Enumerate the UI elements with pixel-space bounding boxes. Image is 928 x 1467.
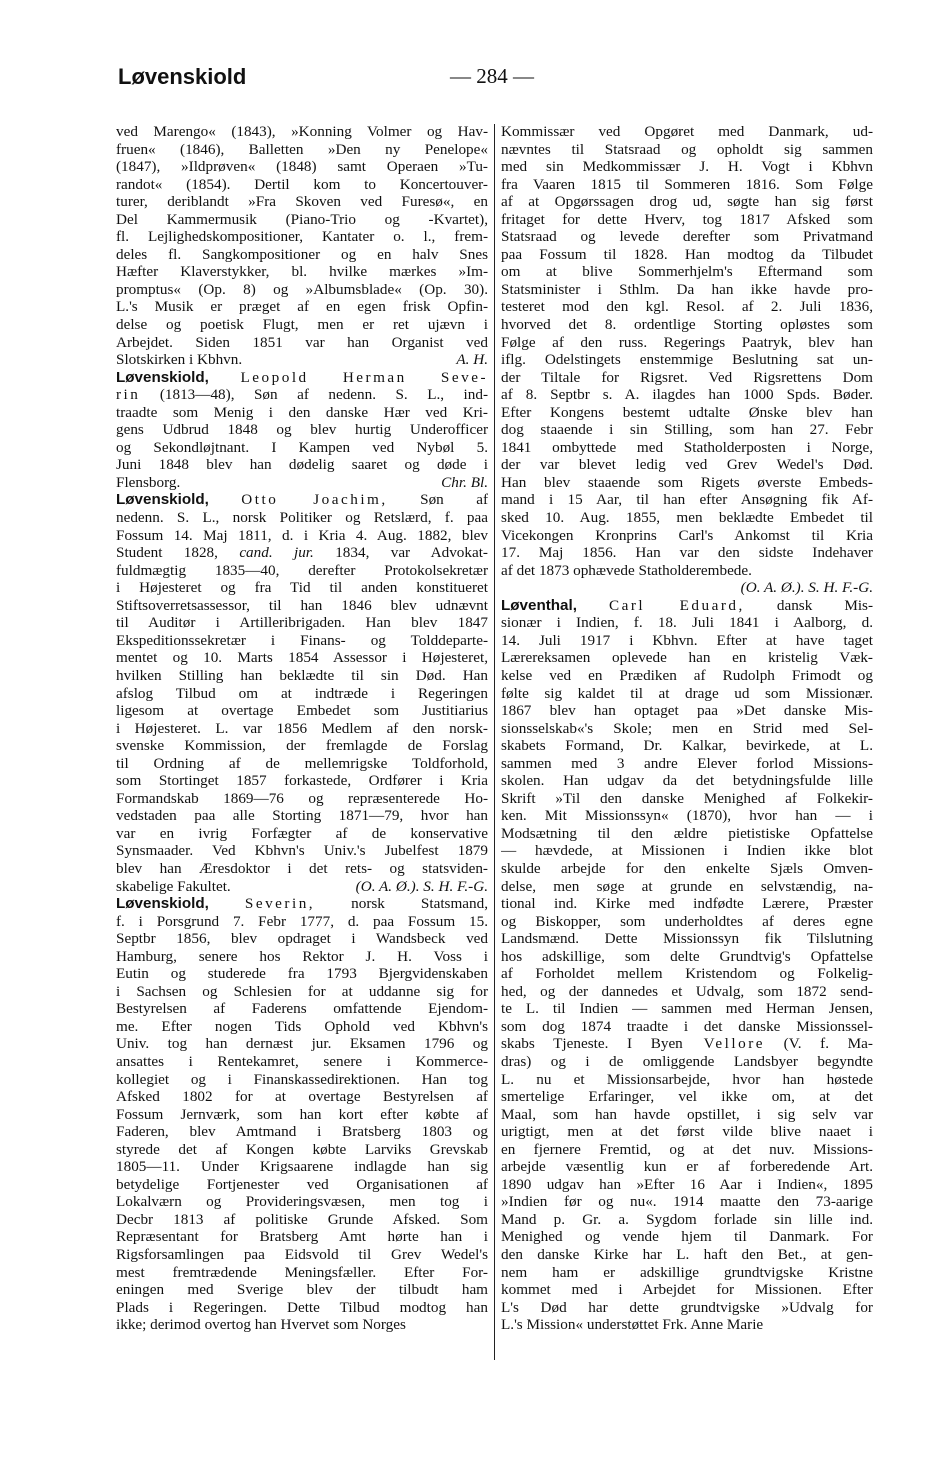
text-line: [116, 614, 488, 632]
text-run: Søn af: [387, 491, 488, 509]
text-run: Landsmænd. Dette Missionssyn fik Tilslutning: [501, 930, 873, 948]
text-run: skolen. Han udgav da det betydningsfulde lille: [501, 772, 873, 790]
text-run: Ekspeditionssekretær i Finans- og Tolddeparte-: [116, 631, 488, 649]
entry-headword: Løvenskiold,: [116, 895, 209, 913]
text-run: hvilken Stilling han beklædte til sin Død. Han: [116, 666, 488, 684]
text-line: [501, 1123, 873, 1141]
text-run: skabets Formand, Dr. Kalkar, bevirkede, at L.: [501, 737, 873, 755]
text-line: [116, 983, 488, 1001]
text-line: [501, 1299, 873, 1317]
text-run: 1834, var Advokat-: [313, 544, 488, 562]
text-line: [116, 1141, 488, 1159]
text-line: [501, 334, 873, 352]
text-run: delse og poetisk Flugt, men er ret ujævn i: [116, 316, 488, 334]
text-run: Formandskab 1869—76 og repræsenterede Ho-: [116, 789, 488, 807]
text-line: [501, 369, 873, 387]
text-run: der Tiltale for Rigsret. Ved Rigsrettens Dom: [501, 368, 873, 386]
text-run: dog staaende i sin Stilling, som han 27. Febr: [501, 421, 873, 439]
text-line: [116, 1123, 488, 1141]
text-line: [501, 737, 873, 755]
text-line: [501, 228, 873, 246]
text-line: [116, 491, 488, 509]
text-line: [501, 404, 873, 422]
text-run: (V. f. Ma-: [765, 1035, 873, 1053]
column-divider: [494, 124, 495, 1360]
text-line: [116, 298, 488, 316]
text-run: til Ordning af de mellemrigske Toldforhold,: [116, 754, 488, 772]
text-line: [501, 825, 873, 843]
text-run: Student 1828,: [116, 544, 218, 562]
text-line: [116, 334, 488, 352]
text-line: [501, 1141, 873, 1159]
text-line: [116, 1035, 488, 1053]
text-run: testeret mod den kgl. Resol. af 2. Juli 1836,: [501, 298, 873, 316]
text-run: Bestyrelsen af Faderens omfattende Ejendom-: [116, 1000, 488, 1018]
text-run: L.'s Mission« understøttet Frk. Anne Marie: [501, 1316, 764, 1334]
text-line: [116, 228, 488, 246]
text-run: ken. Mit Missionssyn« (1870), hvor han — i: [501, 807, 873, 825]
text-run: mand i 15 Aar, til han efter Ansøgning fik Af-: [501, 491, 873, 509]
text-line: [116, 1228, 488, 1246]
text-run: kelse ved en Prædiken af Rudolph Frimodt og: [501, 666, 873, 684]
text-run: mest fremtrædende Meningsfæller. Efter For-: [116, 1263, 488, 1281]
text-run: Følge af den russ. Regerings Paatryk, blev han: [501, 333, 873, 351]
text-line: [501, 123, 873, 141]
text-run: sked 10. Aug. 1855, men beklædte Embedet til: [501, 509, 873, 527]
text-line: [116, 158, 488, 176]
text-run: Vicekongen Kronprins Carl's Ankomst til Kria: [501, 526, 873, 544]
text-line: [116, 369, 488, 387]
right-column: [501, 123, 873, 1334]
text-line: [116, 176, 488, 194]
text-line: [501, 1281, 873, 1299]
text-line: [116, 737, 488, 755]
text-line: [116, 263, 488, 281]
text-run: Del Kammermusik (Piano-Trio og -Kvartet),: [116, 210, 488, 228]
text-line: [116, 772, 488, 790]
text-run: ikke; derimod overtog han Hvervet som Norges: [116, 1316, 406, 1334]
text-line: [501, 193, 873, 211]
text-run: Efter Kongens bestemt udtalte Ønske blev han: [501, 403, 873, 421]
text-line: [116, 246, 488, 264]
text-run: blev han Æresdoktor i det rets- og statsviden-: [116, 859, 488, 877]
text-run: Stiftsoverretsassessor, til han 1846 blev udnævnt: [116, 596, 488, 614]
text-run: i Højesteret og fra Tid til anden konstitueret: [116, 579, 488, 597]
text-line: [116, 632, 488, 650]
text-run: L's Død har dette grundtvigske »Udvalg for: [501, 1298, 873, 1316]
text-run: betydelige Fortjenester ved Organisationen af: [116, 1175, 488, 1193]
text-line: [116, 878, 488, 896]
text-run: me. Efter nogen Tids Ophold ved Kbhvn's: [116, 1017, 488, 1035]
text-line: [501, 667, 873, 685]
text-run: kollegiet og i Finanskassedirektionen. Han tog: [116, 1070, 488, 1088]
text-line: [501, 1088, 873, 1106]
spaced-name: rin: [116, 386, 141, 404]
text-line: [501, 1000, 873, 1018]
text-line: [116, 1316, 488, 1334]
text-line: [501, 685, 873, 703]
text-line: [116, 842, 488, 860]
page-number: — 284 —: [450, 64, 534, 88]
text-line: [501, 246, 873, 264]
text-run: fuldmægtig 1835—40, derefter Protokolsekretær: [116, 561, 488, 579]
text-line: [501, 1211, 873, 1229]
text-line: [501, 614, 873, 632]
text-line: [501, 790, 873, 808]
text-line: [116, 1071, 488, 1089]
text-run: 14. Juli 1917 i Kbhvn. Efter at have taget: [501, 631, 873, 649]
text-line: [116, 281, 488, 299]
text-run: fra Vaaren 1815 til Sommeren 1816. Som Følge: [501, 175, 873, 193]
text-run: smertelige Erfaringer, vel ikke om, at det: [501, 1088, 873, 1106]
text-run: af Forholdet mellem Kristendom og Folkelig-: [501, 965, 873, 983]
text-run: sammen med 3 andre Elever forlod Missions-: [501, 754, 873, 772]
text-line: [116, 316, 488, 334]
text-run: skabelige Fakultet.: [116, 877, 231, 895]
text-line: [501, 176, 873, 194]
text-line: [116, 913, 488, 931]
text-line: [116, 351, 488, 369]
text-line: [501, 755, 873, 773]
text-run: paa Fossum til 1828. Han modtog da Tilbudet: [501, 245, 873, 263]
text-run: hos adskillige, som delte Grundtvig's Opfattelse: [501, 947, 873, 965]
spaced-name: Otto Joachim,: [241, 491, 388, 509]
text-line: [116, 825, 488, 843]
text-run: Statsraad og levede derefter som Privatmand: [501, 228, 873, 246]
text-line: [116, 1000, 488, 1018]
text-line: [501, 597, 873, 615]
text-line: [116, 527, 488, 545]
text-line: [116, 1299, 488, 1317]
entry-headword: Løventhal,: [501, 596, 577, 614]
text-line: [501, 141, 873, 159]
text-run: Septbr 1856, blev opdraget i Wandsbeck ved: [116, 930, 488, 948]
text-run: den danske Kirke har L. haft den Bet., at gen-: [501, 1246, 873, 1263]
text-line: [116, 421, 488, 439]
entry-headword: Løvenskiold,: [116, 491, 209, 509]
text-run: og Biskopper, som underholdtes af deres egne: [501, 912, 873, 930]
text-run: nedenn. S. L., norsk Politiker og Retslærd, f. paa: [116, 509, 488, 527]
text-line: [501, 562, 873, 580]
text-line: [116, 1053, 488, 1071]
text-line: [501, 491, 873, 509]
text-line: [501, 298, 873, 316]
text-run: fl. Lejlighedskompositioner, Kantater o. l., frem-: [116, 228, 488, 246]
text-line: [501, 632, 873, 650]
text-run: Fossum Jernværk, som han kort efter købte af: [116, 1105, 488, 1123]
text-run: om at blive Sommerhjelm's Eftermand som: [501, 263, 873, 281]
author-signature: (O. A. Ø.). S. H. F.-G.: [740, 579, 873, 597]
text-line: [501, 211, 873, 229]
author-signature: A. H.: [456, 351, 488, 369]
text-line: [501, 702, 873, 720]
text-line: [501, 930, 873, 948]
text-run: ansattes i Rentekamret, senere i Kommerce-: [116, 1052, 488, 1070]
text-run: sionær i Indien, f. 18. Juli 1841 i Aalborg, d.: [501, 614, 873, 632]
text-run: Faderen, blev Amtmand i Bratsberg 1803 og: [116, 1123, 488, 1141]
entry-headword: Løvenskiold,: [116, 368, 209, 386]
text-run: te L. til Indien — sammen med Herman Jensen,: [501, 1000, 873, 1018]
text-run: Modsætning til den ældre pietistiske Opfattelse: [501, 824, 873, 842]
text-run: vedstaden paa alle Storting 1871—79, hvor han: [116, 807, 488, 825]
text-run: fruen« (1846), Balletten »Den ny Penelope«: [116, 140, 488, 158]
text-line: [501, 579, 873, 597]
text-line: [501, 860, 873, 878]
text-run: mentet og 10. Marts 1854 Assessor i Højesteret,: [116, 649, 488, 667]
text-line: [116, 1106, 488, 1124]
text-run: hed, og der dannedes et Udvalg, som 1872 send-: [501, 982, 873, 1000]
running-title: Løvenskiold: [118, 64, 247, 89]
text-run: dras) og i de omliggende Landsbyer begyndte: [501, 1052, 873, 1070]
text-run: var en ivrig Forfægter af de konservative: [116, 824, 488, 842]
text-run: gens Udbrud 1848 og blev hurtig Underofficer: [116, 421, 488, 439]
spaced-name: Carl Eduard,: [608, 596, 745, 614]
text-line: [501, 158, 873, 176]
text-line: [501, 527, 873, 545]
text-run: 1867 blev han optaget paa »Det danske Mis-: [501, 702, 873, 720]
text-run: traadte som Menig i den danske Hær ved Kri-: [116, 403, 488, 421]
text-run: Han blev staaende som Rigets øverste Embeds-: [501, 473, 873, 491]
text-run: til Auditør i Artilleribrigaden. Han blev 1847: [116, 614, 488, 632]
text-line: [116, 702, 488, 720]
text-line: [501, 281, 873, 299]
text-run: L.'s Musik er præget af en egen frisk Opfin-: [116, 298, 488, 316]
text-run: skulde arbejde for den enkelte Sjæls Omven-: [501, 859, 873, 877]
text-line: [116, 439, 488, 457]
text-run: eningen med Sverige blev der tilbudt ham: [116, 1281, 488, 1299]
text-line: [501, 720, 873, 738]
text-line: [116, 790, 488, 808]
text-run: ligesom at overtage Embedet som Justitiarius: [116, 702, 488, 720]
text-line: [501, 544, 873, 562]
text-run: — hævdede, at Missionen i Indien ikke blot: [501, 842, 873, 860]
text-run: af at Opgørssagen drog ud, søgte han sig først: [501, 193, 873, 211]
text-line: [116, 211, 488, 229]
text-run: nævntes til Statsraad og opholdt sig sammen: [501, 140, 873, 158]
text-line: [501, 965, 873, 983]
text-run: promptus« (Op. 8) og »Albumsblade« (Op. 30).: [116, 280, 488, 298]
text-line: [116, 1158, 488, 1176]
spaced-name: Leopold Herman Seve-: [240, 368, 488, 386]
text-line: [116, 562, 488, 580]
text-run: Hæfter Klaverstykker, bl. hvilke mærkes »Im-: [116, 263, 488, 281]
text-run: Kommissær ved Opgøret med Danmark, ud-: [501, 123, 873, 140]
text-line: [116, 1018, 488, 1036]
text-line: [116, 544, 488, 562]
text-line: [116, 649, 488, 667]
text-line: [116, 720, 488, 738]
text-run: Maal, som han havde opstillet, i sig selv var: [501, 1105, 873, 1123]
spaced-name: Vellore: [682, 1035, 766, 1053]
text-line: [116, 895, 488, 913]
text-run: Juni 1848 blev han dødelig saaret og døde i: [116, 456, 488, 474]
text-run: med sin Medkommissær J. H. Vogt i Kbhvn: [501, 158, 873, 176]
text-run: Decbr 1813 af politiske Grunde Afsked. Som: [116, 1210, 488, 1228]
text-run: nem ham er adskillige grundtvigske Kristne: [501, 1263, 873, 1281]
text-run: 1805—11. Under Krigsaarene indlagde han sig: [116, 1158, 488, 1176]
text-run: (1847), »Ildprøven« (1848) samt Operaen »Tu-: [116, 158, 488, 176]
text-run: urigtigt, men at det først vilde blive naaet i: [501, 1123, 873, 1141]
text-run: L. nu et Missionsarbejde, hvor han høstede: [501, 1070, 873, 1088]
text-line: [116, 948, 488, 966]
text-run: turer, deriblandt »Fra Skoven ved Furesø«, en: [116, 193, 488, 211]
text-run: hvorved det 8. ordentlige Storting opløstes som: [501, 316, 873, 334]
text-run: Lokalværn og Provideringsvæsen, men tog i: [116, 1193, 488, 1211]
text-line: [116, 509, 488, 527]
text-line: [501, 1053, 873, 1071]
text-line: [116, 123, 488, 141]
text-run: fritaget for dette Hverv, tog 1817 Afsked som: [501, 210, 873, 228]
text-run: Statsminister i Sthlm. Da han ikke havde pro-: [501, 280, 873, 298]
text-line: [501, 913, 873, 931]
text-line: [116, 1176, 488, 1194]
text-line: [501, 878, 873, 896]
left-column: [116, 123, 488, 1334]
text-run: Slotskirken i Kbhvn.: [116, 351, 243, 369]
text-line: [116, 1281, 488, 1299]
text-line: [501, 842, 873, 860]
author-signature: (O. A. Ø.). S. H. F.-G.: [355, 877, 488, 895]
text-run: Plads i Regeringen. Dette Tilbud modtog han: [116, 1298, 488, 1316]
text-run: en fjernere Fremtid, og at det nuv. Missions-: [501, 1140, 873, 1158]
text-line: [501, 1316, 873, 1334]
text-line: [501, 439, 873, 457]
text-line: [501, 421, 873, 439]
text-run: f. i Porsgrund 7. Febr 1777, d. paa Fossum 15.: [116, 912, 488, 930]
text-run: Arbejdet. Siden 1851 var han Organist ved: [116, 333, 488, 351]
text-line: [501, 807, 873, 825]
text-run: som Stortinget 1857 forkastede, Ordfører i Kria: [116, 772, 488, 790]
text-run: Skrift »Til den danske Menighed af Folkekir-: [501, 789, 873, 807]
text-run: delse, men søge at grunde en selvstændig, na-: [501, 877, 873, 895]
text-run: Flensborg.: [116, 473, 181, 491]
text-run: Eutin og studerede fra 1793 Bjergvidenskaben: [116, 965, 488, 983]
text-line: [116, 597, 488, 615]
text-line: [501, 1228, 873, 1246]
text-line: [501, 474, 873, 492]
text-run: der var blevet ledig ved Grev Wedel's Død.: [501, 456, 873, 474]
text-run: iflg. Odelstingets enstemmige Beslutning sat un-: [501, 351, 873, 369]
text-line: [116, 579, 488, 597]
text-line: [501, 1106, 873, 1124]
text-run: kommet med i Arbejdet for Missionen. Efter: [501, 1281, 873, 1299]
text-line: [116, 755, 488, 773]
text-run: ved Marengo« (1843), »Konning Volmer og Hav-: [116, 123, 488, 140]
text-line: [501, 1246, 873, 1264]
text-line: [501, 316, 873, 334]
text-run: af det 1873 ophævede Statholderembede.: [501, 561, 752, 579]
text-line: [116, 1264, 488, 1282]
text-run: Rigsforsamlingen paa Eidsvold til Grev Wedel's: [116, 1246, 488, 1263]
text-run: 1841 ombyttede med Statholderposten i Norge,: [501, 438, 873, 456]
text-line: [501, 1264, 873, 1282]
text-run: af 8. Septbr s. A. ilagdes han 1000 Spds. Bøder.: [501, 386, 873, 404]
page-header: [0, 0, 928, 110]
text-line: [116, 141, 488, 159]
text-line: [501, 772, 873, 790]
text-line: [116, 860, 488, 878]
text-run: som dog 1874 traadte i det danske Missionssel-: [501, 1017, 873, 1035]
text-line: [501, 1158, 873, 1176]
text-line: [501, 895, 873, 913]
text-line: [501, 351, 873, 369]
text-run: (1813—48), Søn af nedenn. S. L., ind-: [140, 386, 488, 404]
text-run: Repræsentant for Bratsberg Amt hørte han i: [116, 1228, 488, 1246]
text-run: deles fl. Sangkompositioner og en halv Snes: [116, 245, 488, 263]
text-line: [116, 193, 488, 211]
text-line: [116, 685, 488, 703]
text-run: 17. Maj 1856. Han var den sidste Indehaver: [501, 544, 873, 562]
text-line: [501, 649, 873, 667]
text-line: [116, 807, 488, 825]
text-line: [116, 1211, 488, 1229]
text-line: [116, 667, 488, 685]
text-run: Lærereksamen oplevede han en kristelig Væk-: [501, 649, 873, 667]
text-run: Menighed og vende hjem til Danmark. For: [501, 1228, 873, 1246]
text-line: [116, 930, 488, 948]
text-line: [501, 1071, 873, 1089]
text-run: 1890 udgav han »Efter 16 Aar i Indien«, 1895: [501, 1175, 873, 1193]
text-line: [116, 965, 488, 983]
text-line: [501, 263, 873, 281]
text-run: sionsselskab«'s Skole; men en Strid med Sel-: [501, 719, 873, 737]
text-run: Fossum 14. Maj 1811, d. i Kria 4. Aug. 1882, blev: [116, 526, 488, 544]
text-run: i Sachsen og Schlesien for at uddanne sig for: [116, 982, 488, 1000]
text-line: [501, 509, 873, 527]
text-line: [501, 456, 873, 474]
text-run: og Sekondløjtnant. I Kampen ved Nybøl 5.: [116, 438, 488, 456]
text-line: [501, 1193, 873, 1211]
text-line: [501, 948, 873, 966]
text-run: dansk Mis-: [744, 596, 873, 614]
text-line: [501, 1176, 873, 1194]
text-line: [501, 983, 873, 1001]
text-line: [116, 404, 488, 422]
text-run: svenske Kommission, der fremlagde de Forslag: [116, 737, 488, 755]
text-run: tional ind. Kirke med indfødte Lærere, Præster: [501, 895, 873, 913]
text-run: Hamburg, senere hos Rektor J. H. Voss i: [116, 947, 488, 965]
spaced-name: Severin,: [244, 895, 316, 913]
author-signature: Chr. Bl.: [441, 473, 488, 491]
text-run: skabs Tjeneste. I Byen: [501, 1035, 683, 1053]
text-run: »Indien før og nu«. 1914 maatte den 73-aarige: [501, 1193, 873, 1211]
text-line: [116, 474, 488, 492]
text-line: [116, 456, 488, 474]
text-run: følte sig kaldet til at drage ud som Missionær.: [501, 684, 873, 702]
text-line: [116, 1246, 488, 1264]
text-run: i Højesteret. L. var 1856 Medlem af den norsk-: [116, 719, 488, 737]
text-line: [501, 386, 873, 404]
text-run: norsk Statsmand,: [315, 895, 488, 913]
text-line: [501, 1018, 873, 1036]
text-run: Afsked 1802 for at overtage Bestyrelsen af: [116, 1088, 488, 1106]
text-run: Mand p. Gr. a. Sygdom forlade sin lille ind.: [501, 1210, 873, 1228]
text-line: [501, 1035, 873, 1053]
text-line: [116, 386, 488, 404]
text-run: randot« (1854). Dertil kom to Koncertouver-: [116, 175, 488, 193]
text-run: Univ. tog han dernæst jur. Eksamen 1796 og: [116, 1035, 488, 1053]
text-run: styrede det af Kongen købte Larviks Grevskab: [116, 1140, 488, 1158]
text-run: Synsmaader. Ved Kbhvn's Univ.'s Jubelfest 1879: [116, 842, 488, 860]
text-line: [116, 1193, 488, 1211]
text-line: [116, 1088, 488, 1106]
text-run: arbejde væsentlig kun er af forberedende Art.: [501, 1158, 873, 1176]
text-run: afslog Tilbud om at indtræde i Regeringen: [116, 684, 488, 702]
italic-term: cand. jur.: [239, 544, 314, 562]
